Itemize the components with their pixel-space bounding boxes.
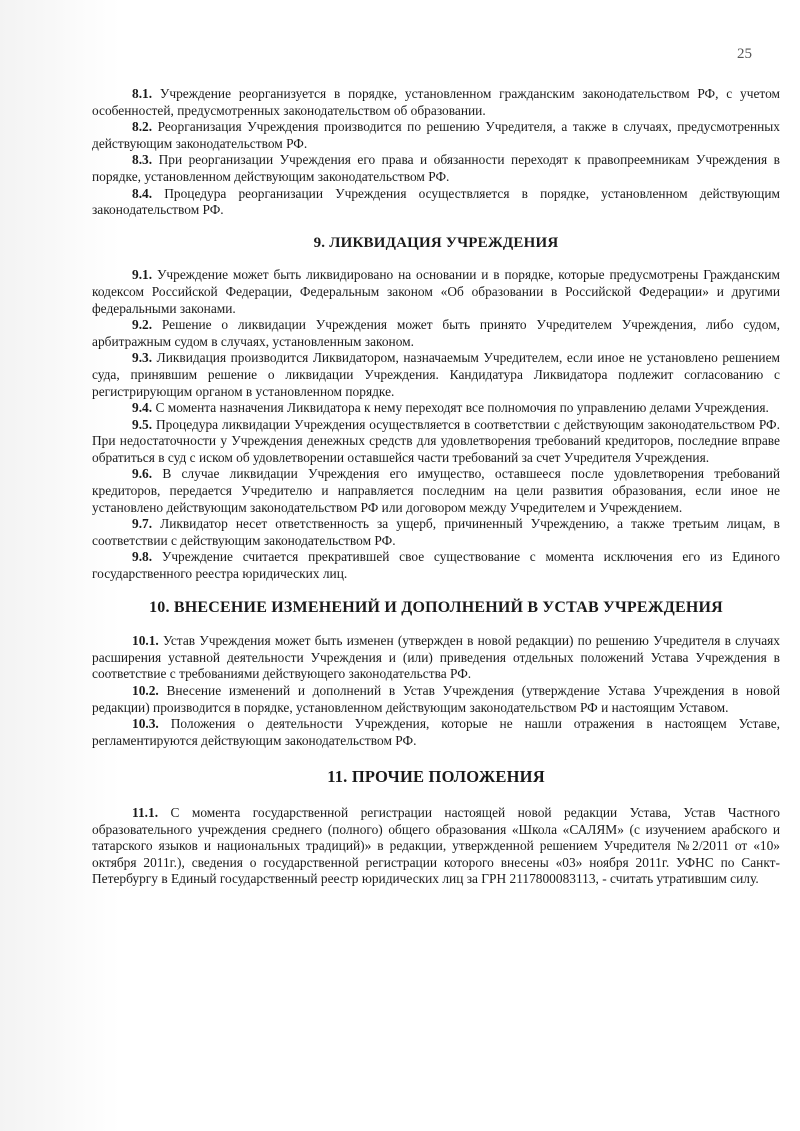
clause-number: 8.3. <box>132 152 153 168</box>
clause-text: Процедура ликвидации Учреждения осуществляется в соответствии с действующим законодательством РФ. При недостаточности у Учреждения денежных средств для удовлетворения требований кредиторов, последние вправе обратиться в суд с иском об удовлетворении оставшейся части требований за счет Учредителя Учреждения. <box>92 416 780 465</box>
clause-number: 9.5. <box>132 416 153 432</box>
page-number: 25 <box>737 46 752 62</box>
paragraph-9-3 <box>92 350 780 400</box>
paragraph-8-1 <box>92 86 780 119</box>
paragraph-9-1 <box>92 267 780 317</box>
paragraph-10-1 <box>92 633 780 683</box>
paragraph-8-4 <box>92 186 780 219</box>
clause-text: При реорганизации Учреждения его права и обязанности переходят к правопреемникам Учреждения в порядке, установленном действующим законодательством РФ. <box>92 152 781 184</box>
clause-text: Учреждение реорганизуется в порядке, установленном гражданским законодательством РФ, с учетом особенностей, предусмотренных законодательством об образовании. <box>92 86 780 118</box>
section-heading-10: 10. ВНЕСЕНИЕ ИЗМЕНЕНИЙ И ДОПОЛНЕНИЙ В УСТАВ УЧРЕЖДЕНИЯ <box>149 598 723 616</box>
clause-text: С момента государственной регистрации настоящей новой редакции Устава, Устав Частного образовательного учреждения среднего (полного) общего образования «Школа «САЛЯМ» (с изучением арабского и татарского языков и национальных традиций)» в редакции, утвержденной решением Учредителя №2/2011 от «10» октября 2011г.), сведения о государственной регистрации которого внесены «03» ноября 2011г. УФНС по Санкт-Петербургу в Единый государственный реестр юридических лиц за ГРН 2117800083113, - считать утратившим силу. <box>92 804 780 887</box>
clause-text: Учреждение считается прекратившей свое существование с момента исключения его из Единого государственного реестра юридических лиц. <box>92 549 780 582</box>
clause-number: 9.3. <box>132 350 153 366</box>
document-body <box>92 86 780 888</box>
clause-number: 9.1. <box>132 267 153 283</box>
paragraph-8-2 <box>92 119 780 152</box>
clause-number: 9.8. <box>132 549 153 565</box>
clause-text: Учреждение может быть ликвидировано на основании и в порядке, которые предусмотрены Гражданским кодексом Российской Федерации, Федеральным законом «Об образовании в Российской Федерации» и другими федеральными законами. <box>92 267 780 316</box>
clause-text: С момента назначения Ликвидатора к нему переходят все полномочия по управлению делами Учреждения. <box>155 400 769 416</box>
clause-number: 10.1. <box>132 633 159 649</box>
clause-number: 8.2. <box>132 119 153 135</box>
clause-number: 9.7. <box>132 516 153 532</box>
paragraph-9-4 <box>92 400 780 417</box>
clause-number: 9.6. <box>132 466 153 482</box>
paragraph-9-5 <box>92 417 780 467</box>
clause-text: Реорганизация Учреждения производится по решению Учредителя, а также в случаях, предусмотренных действующим законодательством РФ. <box>92 119 780 151</box>
clause-number: 10.2. <box>132 683 159 698</box>
paragraph-10-3 <box>92 716 780 749</box>
paragraph-9-2 <box>92 317 780 350</box>
clause-text: Положения о деятельности Учреждения, которые не нашли отражения в настоящем Уставе, регламентируются действующим законодательством РФ. <box>92 716 780 748</box>
paragraph-8-3 <box>92 152 780 185</box>
clause-text: В случае ликвидации Учреждения его имущество, оставшееся после удовлетворения требований кредиторов, передается Учредителю и направляется последним на цели развития образования, если иное не установлено действующим законодательством РФ или договором между Учредителем и Учреждением. <box>92 466 780 515</box>
clause-number: 8.1. <box>132 86 153 101</box>
clause-text: Процедура реорганизации Учреждения осуществляется в порядке, установленном действующим законодательством РФ. <box>92 185 780 218</box>
clause-number: 9.2. <box>132 317 153 333</box>
paragraph-9-6 <box>92 466 780 516</box>
paragraph-9-7 <box>92 516 780 549</box>
clause-number: 8.4. <box>132 185 153 201</box>
clause-number: 10.3. <box>132 716 159 732</box>
section-heading-11: 11. ПРОЧИЕ ПОЛОЖЕНИЯ <box>327 767 545 787</box>
clause-text: Устав Учреждения может быть изменен (утвержден в новой редакции) по решению Учредителя в случаях расширения уставной деятельности Учреждения и (или) приведения отдельных положений Устава Учреждения в соответствие с требованиями действующего законодательства РФ. <box>92 633 780 682</box>
clause-number: 11.1. <box>132 804 159 820</box>
clause-text: Ликвидатор несет ответственность за ущерб, причиненный Учреждению, а также третьим лицам, в соответствии с действующим законодательством РФ. <box>92 516 780 548</box>
paragraph-11-1 <box>92 805 780 888</box>
clause-text: Ликвидация производится Ликвидатором, назначаемым Учредителем, если иное не установлено решением суда, принявшим решение о ликвидации Учреждения. Кандидатура Ликвидатора подлежит согласованию с регистрирующим органом в установленном порядке. <box>92 350 780 399</box>
clause-number: 9.4. <box>132 400 153 416</box>
paragraph-10-2 <box>92 683 780 716</box>
section-heading-9: 9. ЛИКВИДАЦИЯ УЧРЕЖДЕНИЯ <box>313 234 559 251</box>
clause-text: Внесение изменений и дополнений в Устав Учреждения (утверждение Устава Учреждения в новой редакции) производится в порядке, установленном действующим законодательством РФ и настоящим Уставом. <box>92 683 780 715</box>
clause-text: Решение о ликвидации Учреждения может быть принято Учредителем Учреждения, либо судом, арбитражным судом в случаях, установленным законом. <box>92 317 780 349</box>
paragraph-9-8 <box>92 549 780 582</box>
